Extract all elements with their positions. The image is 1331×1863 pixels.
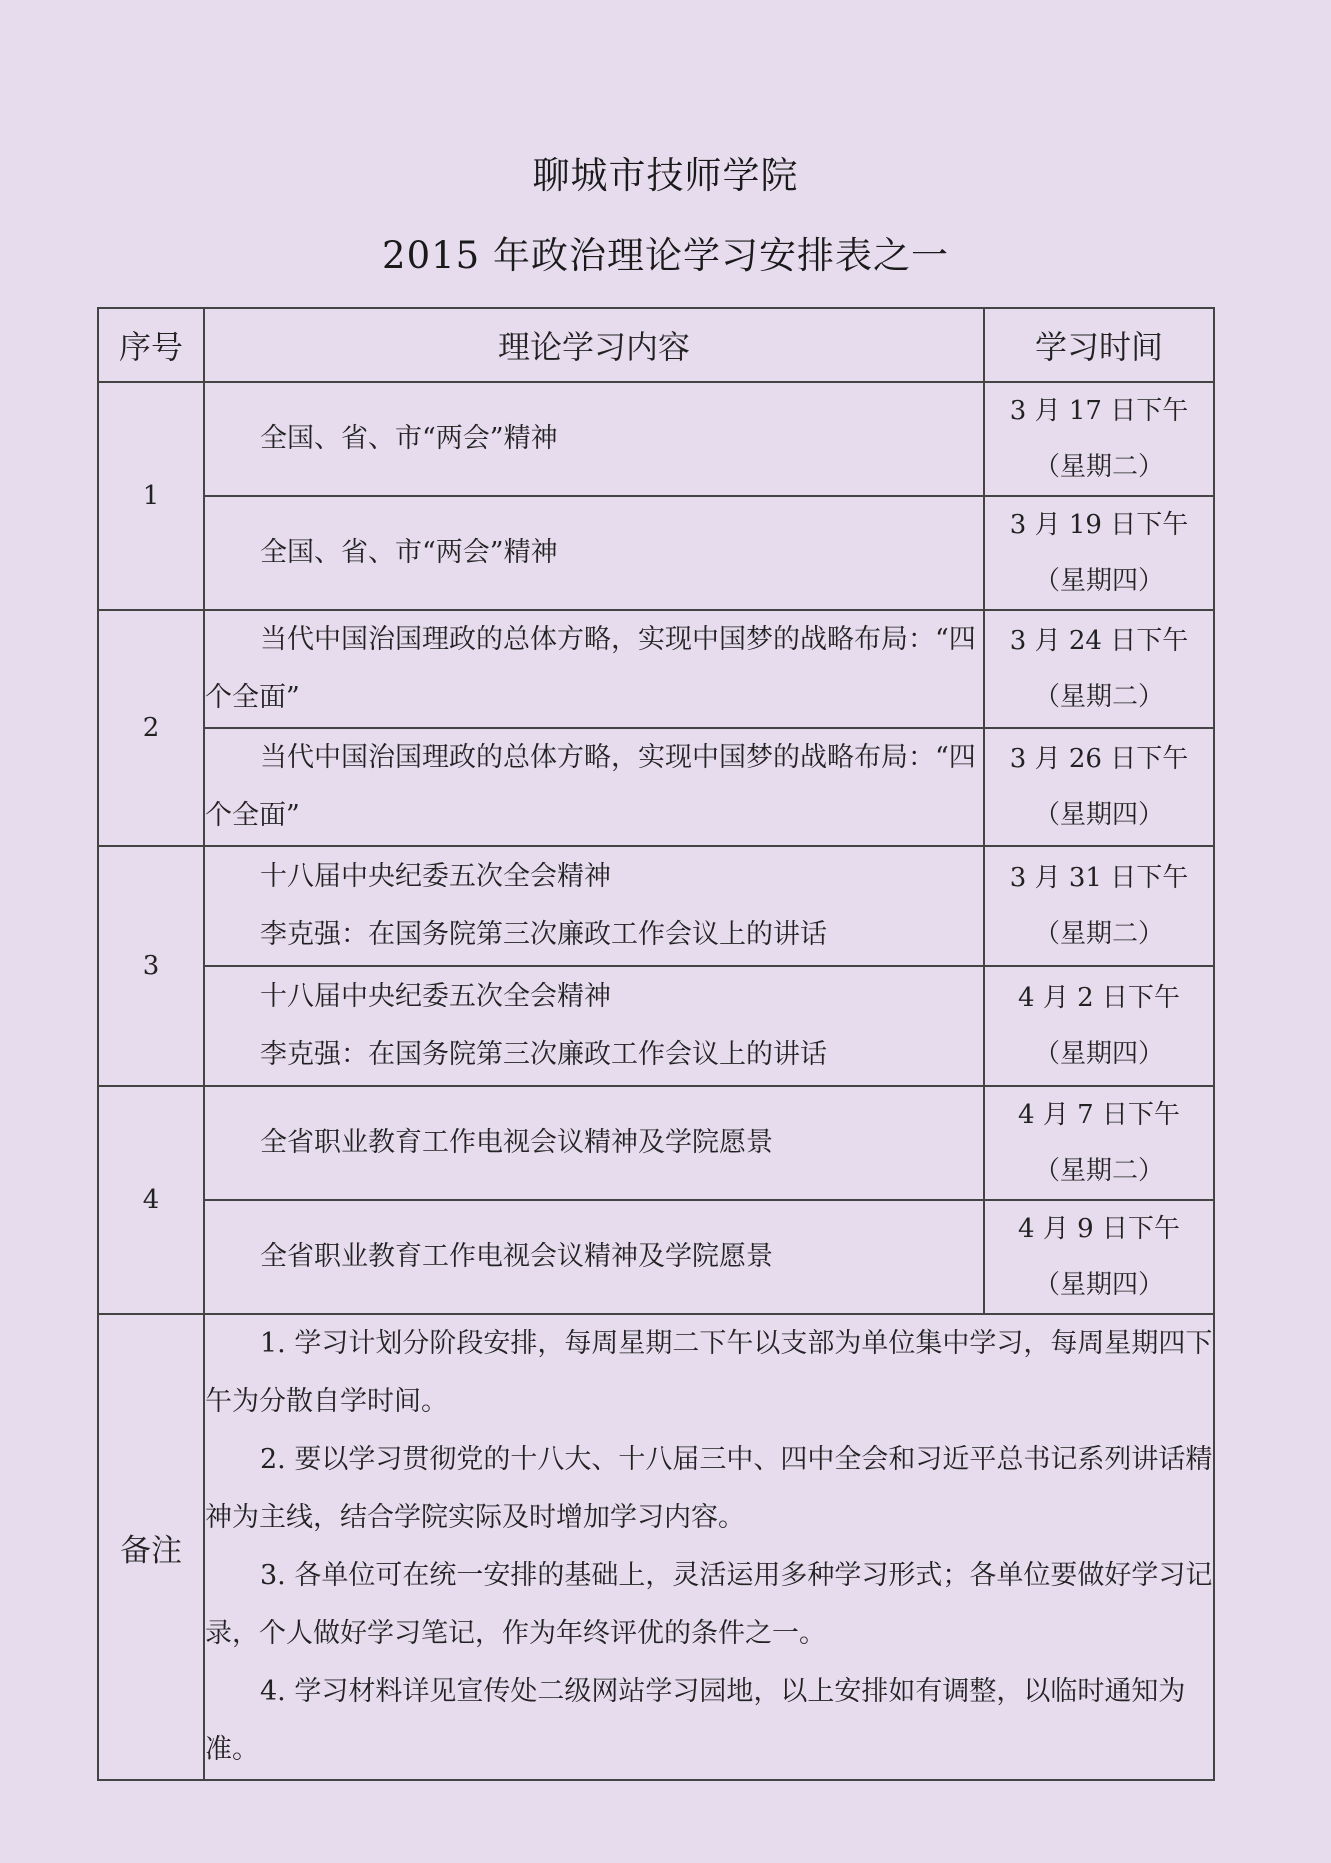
study-time: 4 月 7 日下午 （星期二） bbox=[984, 1086, 1214, 1200]
study-content: 全国、省、市“两会”精神 bbox=[204, 496, 984, 610]
header-time: 学习时间 bbox=[984, 308, 1214, 382]
table-row bbox=[98, 966, 1214, 1086]
table-row bbox=[98, 610, 1214, 728]
note-item: 3. 各单位可在统一安排的基础上，灵活运用多种学习形式；各单位要做好学习记录，个人做好学习笔记，作为年终评优的条件之一。 bbox=[205, 1560, 1213, 1649]
row-number: 2 bbox=[98, 610, 204, 846]
note-item: 2. 要以学习贯彻党的十八大、十八届三中、四中全会和习近平总书记系列讲话精神为主线，结合学院实际及时增加学习内容。 bbox=[205, 1444, 1213, 1533]
notes-body bbox=[204, 1314, 1214, 1780]
header-num: 序号 bbox=[98, 308, 204, 382]
table-row bbox=[98, 1086, 1214, 1200]
header-content: 理论学习内容 bbox=[204, 308, 984, 382]
study-time: 3 月 24 日下午 （星期二） bbox=[984, 610, 1214, 728]
study-time: 3 月 19 日下午 （星期四） bbox=[984, 496, 1214, 610]
study-time: 4 月 2 日下午 （星期四） bbox=[984, 966, 1214, 1086]
table-header-row bbox=[98, 308, 1214, 382]
study-content: 全省职业教育工作电视会议精神及学院愿景 bbox=[204, 1086, 984, 1200]
row-number: 1 bbox=[98, 382, 204, 610]
study-time: 3 月 26 日下午 （星期四） bbox=[984, 728, 1214, 846]
study-content: 当代中国治国理政的总体方略，实现中国梦的战略布局：“四个全面” bbox=[204, 728, 984, 846]
row-number: 3 bbox=[98, 846, 204, 1086]
study-time: 3 月 31 日下午 （星期二） bbox=[984, 846, 1214, 966]
study-content: 十八届中央纪委五次全会精神 李克强：在国务院第三次廉政工作会议上的讲话 bbox=[204, 966, 984, 1086]
table-row bbox=[98, 1200, 1214, 1314]
table-row bbox=[98, 728, 1214, 846]
study-time: 4 月 9 日下午 （星期四） bbox=[984, 1200, 1214, 1314]
notes-label: 备注 bbox=[98, 1314, 204, 1780]
notes-row bbox=[98, 1314, 1214, 1780]
note-item: 4. 学习材料详见宣传处二级网站学习园地，以上安排如有调整，以临时通知为准。 bbox=[205, 1676, 1186, 1765]
page-title: 聊城市技师学院 bbox=[532, 154, 799, 197]
study-time: 3 月 17 日下午 （星期二） bbox=[984, 382, 1214, 496]
table-row bbox=[98, 846, 1214, 966]
study-content: 十八届中央纪委五次全会精神 李克强：在国务院第三次廉政工作会议上的讲话 bbox=[204, 846, 984, 966]
schedule-table bbox=[97, 307, 1215, 1781]
table-row bbox=[98, 382, 1214, 496]
table-row bbox=[98, 496, 1214, 610]
note-item: 1. 学习计划分阶段安排，每周星期二下午以支部为单位集中学习，每周星期四下午为分散自学时间。 bbox=[205, 1328, 1213, 1417]
study-content: 全省职业教育工作电视会议精神及学院愿景 bbox=[204, 1200, 984, 1314]
study-content: 全国、省、市“两会”精神 bbox=[204, 382, 984, 496]
page-subtitle: 2015 年政治理论学习安排表之一 bbox=[382, 234, 949, 277]
row-number: 4 bbox=[98, 1086, 204, 1314]
study-content: 当代中国治国理政的总体方略，实现中国梦的战略布局：“四个全面” bbox=[204, 610, 984, 728]
